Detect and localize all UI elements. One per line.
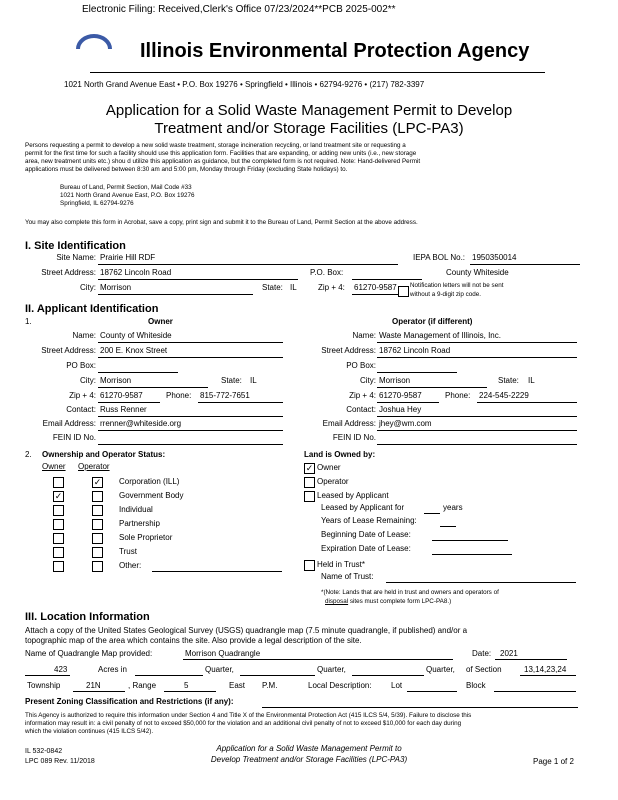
intro-line-1: Persons requesting a permit to develop a new solid waste treatment, storage incineration recycling, or land treatment site or requesting a bbox=[25, 142, 406, 149]
quarter-label-3: Quarter, bbox=[426, 665, 455, 674]
iepa-field[interactable]: 1950350014 bbox=[472, 253, 517, 262]
land-label-owner: Owner bbox=[317, 463, 341, 472]
city-field[interactable]: Morrison bbox=[100, 283, 132, 292]
status-operator-checkbox-government[interactable] bbox=[92, 491, 103, 502]
section-3-heading: III. Location Information bbox=[25, 611, 150, 623]
site-name-field[interactable]: Prairie Hill RDF bbox=[100, 253, 156, 262]
land-checkbox-owner[interactable]: ✓ bbox=[305, 463, 314, 473]
site-pobox-label: P.O. Box: bbox=[310, 268, 344, 277]
operator-phone-label: Phone: bbox=[445, 391, 471, 400]
township-label: Township bbox=[27, 681, 61, 690]
owner-zip-label: Zip + 4: bbox=[69, 391, 96, 400]
status-label-other: Other: bbox=[119, 561, 142, 570]
zip-field[interactable]: 61270-9587 bbox=[354, 283, 397, 292]
status-owner-checkbox-other[interactable] bbox=[53, 561, 64, 572]
status-heading: Ownership and Operator Status: bbox=[42, 450, 166, 459]
status-col-owner: Owner bbox=[42, 462, 66, 471]
range-label: , Range bbox=[128, 681, 157, 690]
owner-state-field[interactable]: IL bbox=[250, 376, 257, 385]
owner-email-field[interactable]: rrenner@whiteside.org bbox=[100, 419, 182, 428]
range-field[interactable]: 5 bbox=[184, 681, 189, 690]
footer-rev: LPC 089 Rev. 11/2018 bbox=[25, 758, 95, 765]
form-title-1: Application for a Solid Waste Management Permit to Develop bbox=[105, 102, 513, 119]
status-label-trust: Trust bbox=[119, 547, 137, 556]
owner-name-field[interactable]: County of Whiteside bbox=[100, 331, 172, 340]
intro-line-2: permit for the first time for such a facility should use this application form. Facilities that are expanding, or adding new units (i.e., new storage bbox=[25, 150, 417, 157]
owner-zip-field[interactable]: 61270-9587 bbox=[100, 391, 143, 400]
quarter-label-2: Quarter, bbox=[317, 665, 346, 674]
lease-remaining-label: Years of Lease Remaining: bbox=[321, 516, 417, 525]
item-2-number: 2. bbox=[25, 450, 32, 459]
operator-street-field[interactable]: 18762 Lincoln Road bbox=[379, 346, 451, 355]
owner-contact-label: Contact: bbox=[66, 405, 96, 414]
status-owner-checkbox-government[interactable]: ✓ bbox=[54, 491, 63, 501]
lot-label: Lot bbox=[391, 681, 403, 690]
owner-name-label: Name: bbox=[72, 331, 96, 340]
status-col-operator: Operator bbox=[78, 462, 110, 471]
status-label-partnership: Partnership bbox=[119, 519, 160, 528]
acres-label: Acres in bbox=[98, 665, 127, 674]
trust-note-1: *(Note: Lands that are held in trust and owners and operators of bbox=[321, 589, 499, 596]
status-operator-checkbox-trust[interactable] bbox=[92, 547, 103, 558]
legal-line-3: which the violation continues (415 ILCS 5/42). bbox=[25, 728, 154, 735]
quad-field[interactable]: Morrison Quadrangle bbox=[185, 649, 261, 658]
date-field[interactable]: 2021 bbox=[500, 649, 518, 658]
status-operator-checkbox-corporation[interactable]: ✓ bbox=[93, 477, 102, 487]
location-text-2: topographic map of the area which contains the site. Also provide a legal description of the site. bbox=[25, 636, 362, 645]
acrobat-note: You may also complete this form in Acrobat, save a copy, print sign and submit it to the Bureau of Land, Permit Section at the above address. bbox=[25, 219, 418, 226]
notification-note-2: without a 9-digit zip code. bbox=[410, 291, 482, 298]
status-operator-checkbox-partnership[interactable] bbox=[92, 519, 103, 530]
iepa-logo bbox=[76, 34, 112, 50]
agency-name: Illinois Environmental Protection Agency bbox=[140, 40, 530, 62]
location-text-1: Attach a copy of the United States Geological Survey (USGS) quadrangle map (7.5 minute quadrangle, if published) and/or a bbox=[25, 626, 468, 635]
owner-street-label: Street Address: bbox=[41, 346, 96, 355]
operator-zip-label: Zip + 4: bbox=[349, 391, 376, 400]
local-desc-label: Local Description: bbox=[308, 681, 372, 690]
bureau-line-2: 1021 North Grand Avenue East, P.O. Box 19276 bbox=[60, 192, 195, 199]
form-title-2: Treatment and/or Storage Facilities (LPC-PA3) bbox=[154, 120, 464, 137]
block-label: Block bbox=[466, 681, 486, 690]
operator-fein-label: FEIN ID No. bbox=[332, 433, 376, 442]
section-field[interactable]: 13,14,23,24 bbox=[524, 665, 567, 674]
city-label: City: bbox=[80, 283, 96, 292]
section-label: of Section bbox=[466, 665, 502, 674]
land-label-leased: Leased by Applicant bbox=[317, 491, 389, 500]
operator-contact-label: Contact: bbox=[346, 405, 376, 414]
status-label-corporation: Corporation (ILL) bbox=[119, 477, 180, 486]
iepa-label: IEPA BOL No.: bbox=[413, 253, 466, 262]
bureau-line-1: Bureau of Land, Permit Section, Mail Code #33 bbox=[60, 184, 192, 191]
owner-street-field[interactable]: 200 E. Knox Street bbox=[100, 346, 168, 355]
operator-email-field[interactable]: jhey@wm.com bbox=[379, 419, 432, 428]
operator-contact-field[interactable]: Joshua Hey bbox=[379, 405, 422, 414]
owner-pobox-label: PO Box: bbox=[66, 361, 96, 370]
notification-checkbox[interactable] bbox=[398, 286, 409, 297]
street-label: Street Address: bbox=[41, 268, 96, 277]
agency-address: 1021 North Grand Avenue East • P.O. Box 19276 • Springfield • Illinois • 62794-9276 • (217) 782-3397 bbox=[64, 80, 425, 89]
filing-stamp: Electronic Filing: Received,Clerk's Office 07/23/2024**PCB 2025-002** bbox=[82, 4, 396, 15]
operator-state-label: State: bbox=[498, 376, 519, 385]
land-checkbox-operator[interactable] bbox=[304, 477, 315, 488]
status-owner-checkbox-partnership[interactable] bbox=[53, 519, 64, 530]
trust-note-2 bbox=[325, 598, 451, 605]
operator-pobox-label: PO Box: bbox=[346, 361, 376, 370]
status-owner-checkbox-individual[interactable] bbox=[53, 505, 64, 516]
page-number: Page 1 of 2 bbox=[533, 757, 574, 766]
status-label-individual: Individual bbox=[119, 505, 153, 514]
operator-zip-field[interactable]: 61270-9587 bbox=[379, 391, 422, 400]
operator-name-label: Name: bbox=[352, 331, 376, 340]
east-label: East bbox=[229, 681, 246, 690]
status-operator-checkbox-sole-proprietor[interactable] bbox=[92, 533, 103, 544]
status-owner-checkbox-sole-proprietor[interactable] bbox=[53, 533, 64, 544]
trust-note-disposal: disposal bbox=[325, 598, 349, 605]
footer-title-2: Develop Treatment and/or Storage Facilities (LPC-PA3) bbox=[210, 755, 408, 764]
zoning-label: Present Zoning Classification and Restrictions (if any): bbox=[25, 697, 234, 706]
section-1-heading: I. Site Identification bbox=[25, 240, 126, 252]
owner-phone-label: Phone: bbox=[166, 391, 192, 400]
land-checkbox-trust[interactable] bbox=[304, 560, 315, 571]
status-operator-checkbox-individual[interactable] bbox=[92, 505, 103, 516]
owner-state-label: State: bbox=[221, 376, 242, 385]
status-label-sole-proprietor: Sole Proprietor bbox=[119, 533, 173, 542]
operator-city-field[interactable]: Morrison bbox=[379, 376, 411, 385]
status-owner-checkbox-corporation[interactable] bbox=[53, 477, 64, 488]
trust-note-rest: sites must complete form LPC-PA8.) bbox=[348, 598, 452, 605]
notification-note-1: Notification letters will not be sent bbox=[410, 282, 504, 289]
footer-form-id: IL 532-0842 bbox=[25, 748, 63, 755]
owner-city-label: City: bbox=[80, 376, 96, 385]
operator-name-field[interactable]: Waste Management of Illinois, Inc. bbox=[379, 331, 501, 340]
land-label-trust: Held in Trust* bbox=[317, 560, 366, 569]
footer-title-1: Application for a Solid Waste Management Permit to bbox=[216, 744, 402, 753]
operator-email-label: Email Address: bbox=[322, 419, 376, 428]
intro-line-3: area, new treatment units etc.) shou d utilize this application as guidance, but the completed form is not required. Note: Hand-delivered Permit bbox=[25, 158, 421, 165]
quad-label: Name of Quadrangle Map provided: bbox=[25, 649, 153, 658]
trust-name-label: Name of Trust: bbox=[321, 572, 374, 581]
state-label: State: bbox=[262, 283, 283, 292]
status-owner-checkbox-trust[interactable] bbox=[53, 547, 64, 558]
land-label-operator: Operator bbox=[317, 477, 349, 486]
leased-for-label: Leased by Applicant for bbox=[321, 503, 405, 512]
operator-street-label: Street Address: bbox=[321, 346, 376, 355]
legal-line-1: This Agency is authorized to require this information under Section 4 and Title X of the Environmental Protection Act (415 ILCS 5/4, 5/39). Failure to disclose this bbox=[25, 712, 472, 719]
pm-label: P.M. bbox=[262, 681, 278, 690]
years-label: years bbox=[443, 503, 463, 512]
intro-line-4: applications must be delivered between 8:30 am and 5:00 pm, Monday through Friday (excluding State holidays) to. bbox=[25, 166, 348, 173]
operator-column-heading: Operator (if different) bbox=[392, 317, 473, 326]
section-2-heading: II. Applicant Identification bbox=[25, 303, 159, 315]
owner-email-label: Email Address: bbox=[42, 419, 96, 428]
owner-contact-field[interactable]: Russ Renner bbox=[100, 405, 147, 414]
item-1-number: 1. bbox=[25, 317, 32, 326]
state-field[interactable]: IL bbox=[290, 283, 297, 292]
township-field[interactable]: 21N bbox=[86, 681, 101, 690]
status-operator-checkbox-other[interactable] bbox=[92, 561, 103, 572]
owner-phone-field[interactable]: 815-772-7651 bbox=[200, 391, 250, 400]
owner-fein-label: FEIN ID No. bbox=[52, 433, 96, 442]
date-label: Date: bbox=[472, 649, 492, 658]
zip-label: Zip + 4: bbox=[318, 283, 345, 292]
operator-city-label: City: bbox=[360, 376, 376, 385]
owner-column-heading: Owner bbox=[148, 317, 173, 326]
bureau-line-3: Springfield, IL 62794-9276 bbox=[60, 200, 134, 207]
lease-expire-label: Expiration Date of Lease: bbox=[321, 544, 411, 553]
land-checkbox-leased[interactable] bbox=[304, 491, 315, 502]
acres-field[interactable]: 423 bbox=[54, 665, 68, 674]
operator-state-field[interactable]: IL bbox=[528, 376, 535, 385]
quarter-label-1: Quarter, bbox=[205, 665, 234, 674]
owner-city-field[interactable]: Morrison bbox=[100, 376, 132, 385]
site-name-label: Site Name: bbox=[56, 253, 96, 262]
status-label-government: Government Body bbox=[119, 491, 184, 500]
county-field[interactable]: County Whiteside bbox=[446, 268, 509, 277]
legal-line-2: information may result in: a civil penalty of not to exceed $50,000 for the violation and an additional civil penalty of not to exceed $10,000 for each day during bbox=[25, 720, 462, 727]
land-owned-heading: Land is Owned by: bbox=[304, 450, 376, 459]
street-field[interactable]: 18762 Lincoln Road bbox=[100, 268, 172, 277]
lease-begin-label: Beginning Date of Lease: bbox=[321, 530, 411, 539]
operator-phone-field[interactable]: 224-545-2229 bbox=[479, 391, 529, 400]
